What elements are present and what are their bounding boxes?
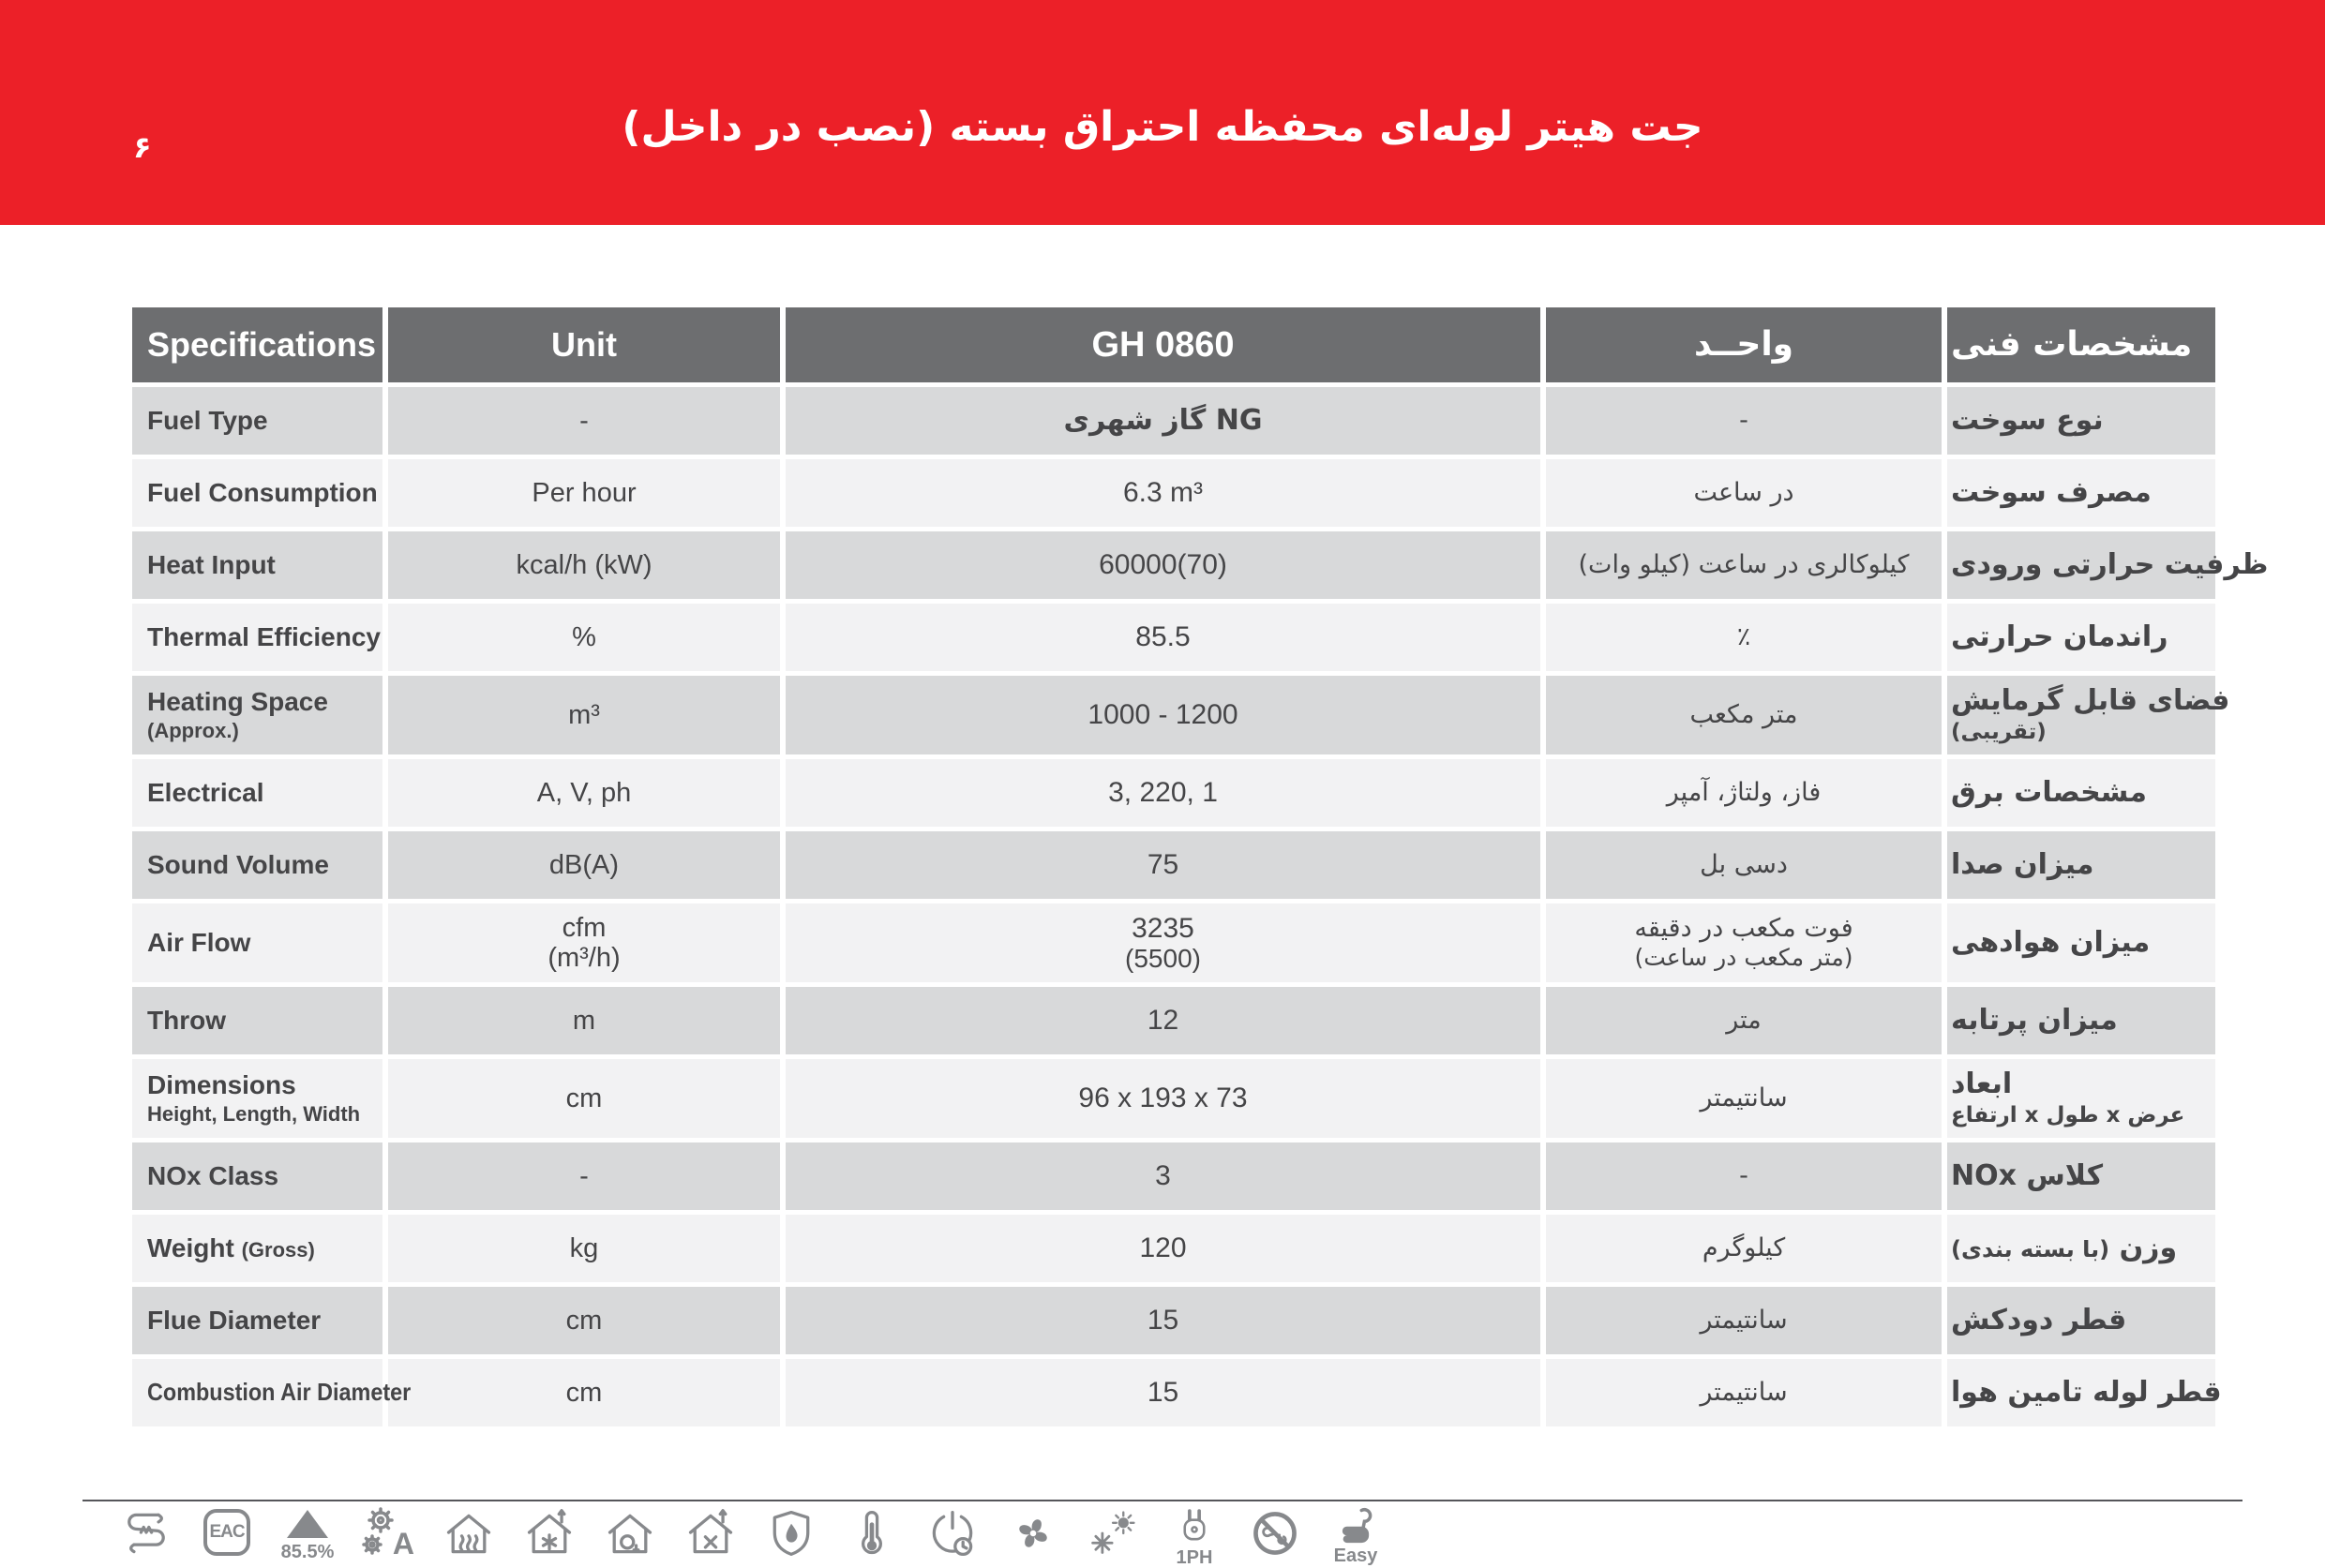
- model-value: 3, 220, 1: [1108, 777, 1218, 809]
- easy-label: Easy: [1333, 1546, 1378, 1566]
- table-row: [132, 1359, 2222, 1426]
- unit-en-value: cm: [565, 1305, 603, 1336]
- spec-label-fa: نوع سوخت: [1951, 404, 2104, 438]
- spec-label: Sound Volume: [147, 850, 329, 880]
- unit-en-value: -: [579, 1160, 589, 1191]
- table-row: [132, 1142, 2215, 1210]
- spec-label-fa: وزن: [2119, 1232, 2178, 1265]
- table-row: [132, 987, 2215, 1054]
- spec-label-fa: میزان پرتابه: [1951, 1004, 2118, 1038]
- spec-label-fa: میزان صدا: [1951, 848, 2094, 882]
- spec-label-fa: میزان هوادهی: [1951, 926, 2151, 960]
- spec-label: Heating Space: [147, 687, 328, 716]
- table-row: [132, 1215, 2215, 1282]
- unit-en-value: kg: [569, 1232, 599, 1263]
- house-heating-icon: [442, 1507, 495, 1560]
- shield-drop-icon: [765, 1507, 818, 1560]
- unit-fa-value-line2: (متر مکعب در ساعت): [1634, 944, 1853, 972]
- model-value: گاز شهری NG: [1063, 404, 1263, 438]
- spec-label-fa: کلاس NOx: [1951, 1159, 2104, 1193]
- model-value: 96 x 193 x 73: [1078, 1083, 1248, 1114]
- table-row: [132, 604, 2215, 671]
- model-value: 15: [1147, 1305, 1179, 1337]
- unit-fa-value: کیلوکالری در ساعت (کیلو وات): [1578, 549, 1910, 579]
- table-row: [132, 903, 2215, 982]
- model-value: 6.3 m³: [1122, 477, 1204, 509]
- spec-label: Combustion Air Diameter: [147, 1378, 412, 1407]
- spec-label-sub: (Approx.): [147, 719, 239, 743]
- spec-label: Electrical: [147, 778, 264, 808]
- unit-en-value: dB(A): [548, 849, 620, 880]
- model-value: 15: [1147, 1377, 1179, 1409]
- unit-fa-value: سانتیمتر: [1700, 1377, 1788, 1407]
- house-fan-chimney-icon: [523, 1507, 576, 1560]
- unit-fa-value: دسی بل: [1700, 849, 1788, 879]
- col-header-unit-fa: واحــد: [1546, 307, 1942, 382]
- spec-label-fa: مشخصات برق: [1951, 776, 2147, 810]
- model-value: 12: [1147, 1005, 1179, 1037]
- spec-label-fa: ابعاد: [1951, 1068, 2013, 1101]
- fan-icon: [1007, 1507, 1059, 1560]
- unit-en-value: cm: [565, 1083, 603, 1113]
- auto-gears-icon: [362, 1507, 414, 1561]
- unit-en-value: m: [572, 1005, 596, 1036]
- unit-en-value: -: [579, 405, 589, 436]
- page-title: جت هیتر لوله‌ای محفظه احتراق بسته (نصب در داخل): [622, 102, 1703, 151]
- unit-fa-value: متر: [1726, 1005, 1762, 1035]
- unit-en-value: A, V, ph: [536, 777, 632, 808]
- table-row: [132, 531, 2269, 599]
- spec-label-inline-sub: (Gross): [241, 1238, 315, 1262]
- unit-fa-value: فاز، ولتاژ، آمپر: [1666, 777, 1822, 807]
- power-timer-icon: [926, 1507, 979, 1560]
- col-header-specifications: Specifications: [132, 307, 382, 382]
- col-header-spec-fa: مشخصات فنی: [1947, 307, 2215, 382]
- table-row: [132, 759, 2215, 827]
- unit-fa-value: ٪: [1736, 621, 1751, 651]
- unit-en-value: kcal/h (kW): [516, 549, 652, 580]
- spec-label: Dimensions: [147, 1070, 296, 1099]
- unit-en-value: cfm: [562, 912, 607, 943]
- unit-fa-value: کیلوگرم: [1702, 1232, 1786, 1262]
- eac-certification-icon: EAC: [201, 1507, 253, 1556]
- model-value: 85.5: [1135, 621, 1191, 653]
- spec-label-fa: قطر دودکش: [1951, 1304, 2127, 1337]
- unit-en-value: m³: [568, 699, 600, 730]
- spec-label: Fuel Type: [147, 406, 268, 436]
- spec-label-fa: قطر لوله تامین هوا: [1951, 1376, 2222, 1410]
- phase-label: 1PH: [1176, 1547, 1213, 1568]
- fan-sun-icon: [1088, 1507, 1140, 1560]
- house-oxygen-icon: [604, 1507, 656, 1560]
- page-header-banner: [0, 0, 2325, 225]
- table-row: [132, 459, 2215, 527]
- efficiency-triangle-icon: [281, 1507, 334, 1563]
- spec-label-fa: فضای قابل گرمایش: [1951, 684, 2230, 718]
- spec-label: Heat Input: [147, 550, 276, 580]
- spec-label: Throw: [147, 1006, 226, 1036]
- spec-label-fa: مصرف سوخت: [1951, 476, 2152, 510]
- unit-fa-value: -: [1739, 1160, 1748, 1190]
- spec-label-fa-sub: عرض x طول x ارتفاع: [1951, 1102, 2185, 1127]
- model-value: 75: [1147, 849, 1179, 881]
- spec-label-sub: Height, Length, Width: [147, 1102, 361, 1127]
- unit-en-value-line2: (m³/h): [548, 943, 621, 973]
- certification-icons-row: [120, 1507, 1382, 1568]
- specification-table: [132, 307, 2269, 1431]
- table-row: [132, 387, 2215, 455]
- table-row: [132, 1287, 2215, 1354]
- unit-fa-value: فوت مکعب در دقیقه: [1634, 913, 1853, 943]
- table-header-row: [132, 307, 2215, 382]
- unit-fa-value: سانتیمتر: [1700, 1083, 1788, 1113]
- efficiency-value-label: 85.5%: [280, 1542, 335, 1562]
- unit-en-value: %: [572, 621, 596, 652]
- table-row: [132, 1059, 2215, 1138]
- spec-label-fa: ظرفیت حرارتی ورودی: [1951, 548, 2269, 582]
- unit-fa-value: متر مکعب: [1689, 699, 1798, 729]
- model-value: 3235: [1132, 912, 1194, 944]
- model-value: 1000 - 1200: [1088, 699, 1238, 731]
- unit-fa-value: -: [1739, 405, 1748, 435]
- spec-label-fa-inline-sub: (با بسته بندی): [1951, 1236, 2110, 1263]
- thermometer-icon: [846, 1507, 898, 1560]
- unit-en-value: cm: [565, 1377, 603, 1408]
- model-value: 60000(70): [1099, 549, 1227, 581]
- spec-label: Air Flow: [147, 928, 251, 958]
- house-sealed-icon: [684, 1507, 737, 1560]
- spec-label-fa: راندمان حرارتی: [1951, 620, 2168, 654]
- model-value: 3: [1155, 1160, 1171, 1192]
- spec-label: Fuel Consumption: [147, 478, 378, 508]
- spec-label: Thermal Efficiency: [147, 622, 381, 652]
- spec-label: NOx Class: [147, 1161, 279, 1191]
- spec-label: Flue Diameter: [147, 1306, 322, 1336]
- standard-scroll-icon: [120, 1507, 172, 1560]
- easy-install-icon: [1329, 1507, 1382, 1567]
- table-row: [132, 831, 2215, 899]
- model-value: 120: [1139, 1232, 1187, 1264]
- col-header-model: GH 0860: [786, 307, 1540, 382]
- page-number: ۶: [133, 129, 152, 165]
- model-value-line2: (5500): [1125, 944, 1201, 974]
- unit-en-value: Per hour: [532, 477, 637, 508]
- spec-label-fa-sub: (تقریبی): [1951, 719, 2047, 744]
- unit-fa-value: سانتیمتر: [1700, 1305, 1788, 1335]
- table-row: [132, 676, 2230, 754]
- unit-fa-value: در ساعت: [1693, 477, 1794, 507]
- col-header-unit-en: Unit: [388, 307, 780, 382]
- single-phase-plug-icon: [1168, 1507, 1221, 1568]
- footer-divider: [82, 1500, 2242, 1501]
- auto-letter-label: A: [392, 1527, 414, 1561]
- no-service-icon: [1249, 1507, 1301, 1560]
- spec-label: Weight: [147, 1233, 234, 1263]
